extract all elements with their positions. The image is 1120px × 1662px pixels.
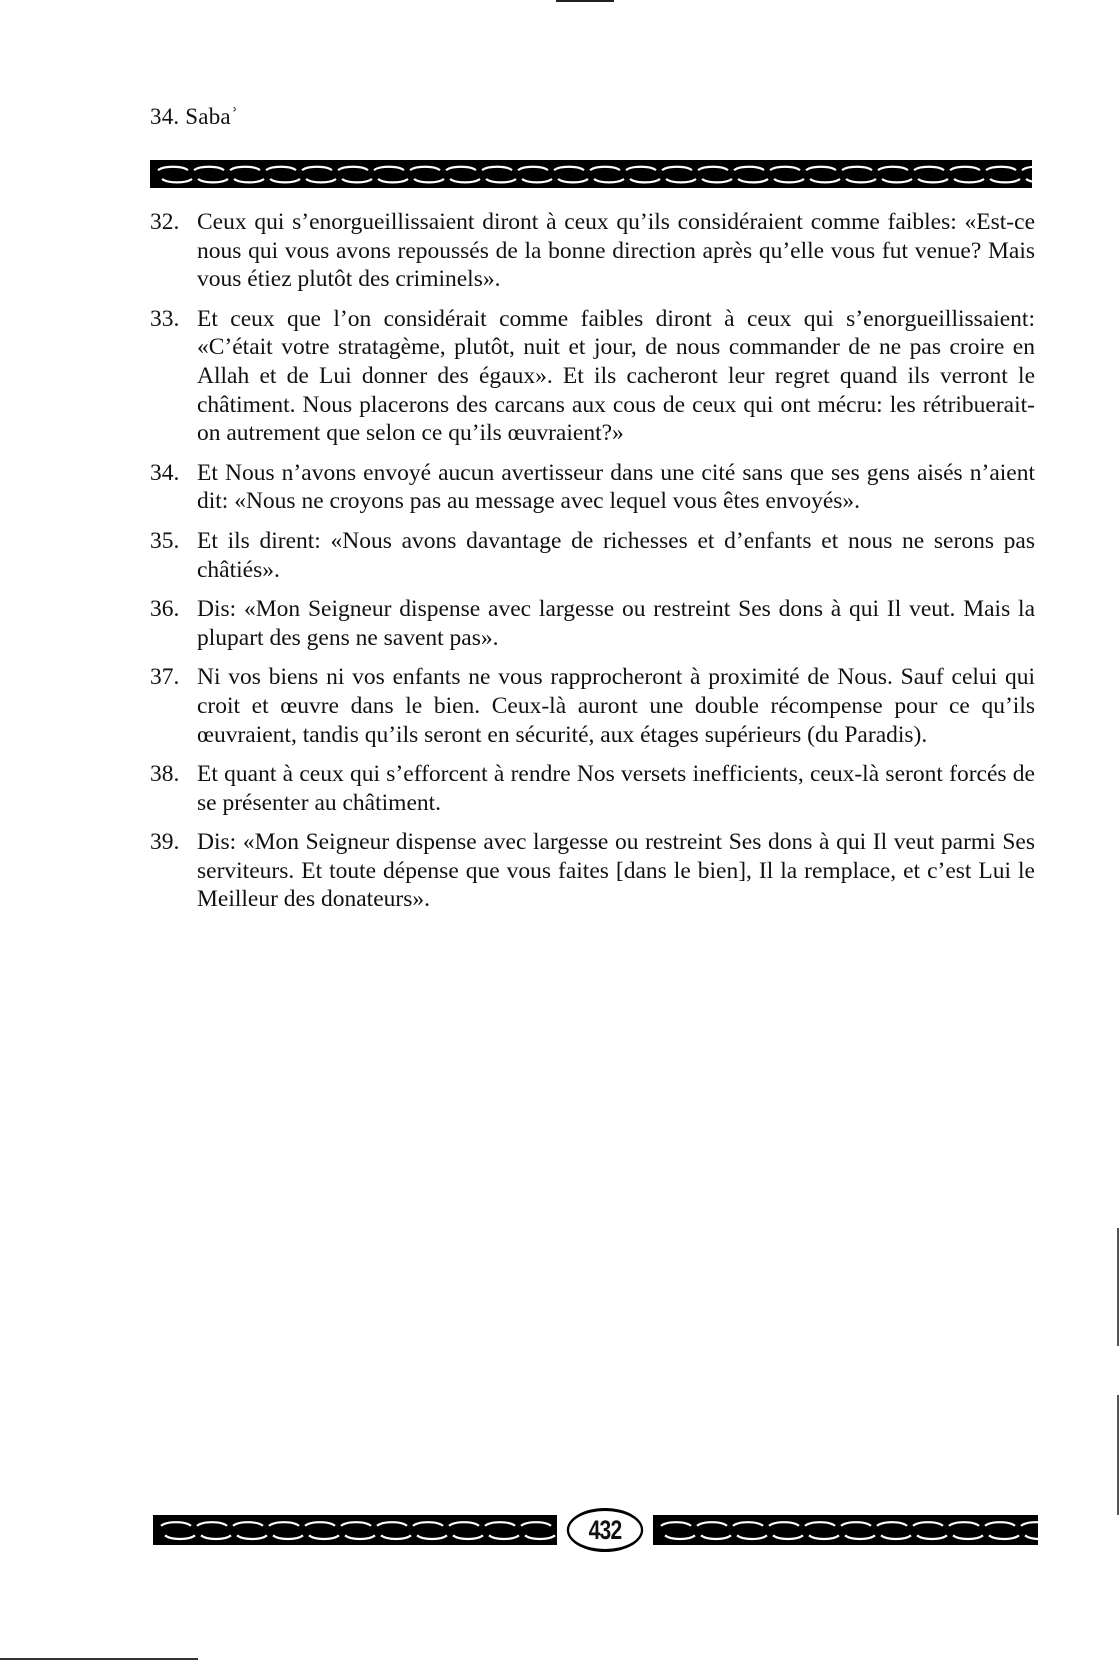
verse-text: Et ils dirent: «Nous avons davantage de richesses et d’enfants et nous ne serons pas châtiés». <box>197 527 1035 583</box>
bottom-ornament-band-right <box>653 1515 1038 1545</box>
verse-number: 36. <box>150 596 180 623</box>
verse-number: 35. <box>150 527 180 554</box>
scan-edge-mark <box>1117 1228 1119 1346</box>
verse-text: Et Nous n’avons envoyé aucun avertisseur dans une cité sans que ses gens aisés n’aient dit: «Nous ne croyons pas au message avec lequel vous êtes envoyés». <box>197 459 1035 515</box>
verse-number: 32. <box>150 209 180 235</box>
verse-number: 37. <box>150 664 180 691</box>
verse <box>150 828 1035 914</box>
verse-number: 34. <box>150 459 180 486</box>
verse <box>150 459 1035 516</box>
verse-list <box>150 208 1035 925</box>
bottom-crop-mark <box>0 1658 198 1660</box>
verse-text: Et quant à ceux qui s’efforcent à rendre Nos versets inefficients, ceux-là seront forcés de se présenter au châtiment. <box>197 761 1035 816</box>
top-ornament-band <box>150 160 1032 188</box>
verse <box>150 760 1035 817</box>
verse-number: 33. <box>150 305 180 332</box>
top-crop-mark <box>556 0 614 2</box>
verse-text: Et ceux que l’on considérait comme faibles diront à ceux qui s’enorgueillissaient: «C’était votre stratagème, plutôt, nuit et jour, de nous commander de ne pas croire en Allah et de Lui donner des égaux». Et ils cacheront leur regret quand ils verront le châtiment. Nous placerons des carcans aux cous de ceux qui ont mécru: les rétribuerait-on autrement que selon ce qu’ils œuvraient?» <box>197 305 1035 447</box>
page-number: 432 <box>567 1508 643 1552</box>
bottom-ornament-band-left <box>153 1515 557 1545</box>
scan-edge-mark <box>1117 1395 1119 1515</box>
verse-text: Dis: «Mon Seigneur dispense avec largesse ou restreint Ses dons à qui Il veut. Mais la plupart des gens ne savent pas». <box>197 596 1035 651</box>
verse <box>150 595 1035 652</box>
verse <box>150 663 1035 749</box>
verse <box>150 527 1035 584</box>
verse <box>150 208 1035 294</box>
verse-text: Ceux qui s’enorgueillissaient diront à ceux qu’ils considéraient comme faibles: «Est-ce nous qui vous avons repoussés de la bonne direction après qu’elle vous fut venue? Mais vous étiez plutôt des criminels». <box>197 209 1035 293</box>
verse-number: 39. <box>150 829 180 856</box>
verse-text: Ni vos biens ni vos enfants ne vous rapprocheront à proximité de Nous. Sauf celui qui croit et œuvre dans le bien. Ceux-là auront une double récompense pour ce qu’ils œuvraient, tandis qu’ils seront en sécurité, aux étages supérieurs (du Paradis). <box>197 664 1035 748</box>
verse-number: 38. <box>150 761 180 788</box>
verse <box>150 305 1035 448</box>
running-head: 34. Sabaʾ <box>150 104 239 129</box>
verse-text: Dis: «Mon Seigneur dispense avec largesse ou restreint Ses dons à qui Il veut parmi Ses serviteurs. Et toute dépense que vous faites [dans le bien], Il la remplace, et c’est Lui le Meilleur des donateurs». <box>197 829 1035 913</box>
